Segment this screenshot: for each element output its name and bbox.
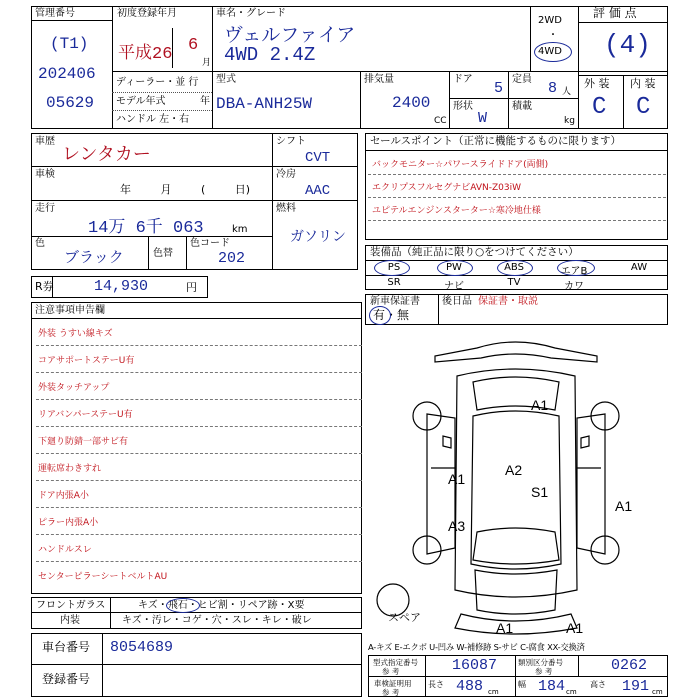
equip-aw: AW xyxy=(630,262,648,273)
front-glass-label: フロントガラス xyxy=(36,600,106,611)
displacement-value: 2400 xyxy=(392,94,431,112)
equip-airbag: エアB xyxy=(560,266,588,277)
fuel-value: ガソリン xyxy=(290,230,346,246)
equip-sr: SR xyxy=(387,277,401,288)
score-label: 評 価 点 xyxy=(593,6,637,20)
shape-value: W xyxy=(478,110,488,127)
sales-points-label: セールスポイント（正常に機能するものに限ります） xyxy=(370,135,622,147)
kanri-line-2: 202406 xyxy=(38,65,96,83)
interior-cond-label: 内装 xyxy=(60,615,80,626)
damage-mark-6: A3 xyxy=(448,518,466,534)
height-value: 191 xyxy=(622,678,650,695)
name-grade-label: 車名・グレード xyxy=(216,8,286,19)
handle-label: ハンドル 左・右 xyxy=(116,114,190,125)
mileage-value: 14万 6千 063 xyxy=(88,219,204,238)
class-ref: 参 考 xyxy=(535,667,553,676)
vehicle-cert-ref: 参 考 xyxy=(382,688,400,697)
history-value: レンタカー xyxy=(62,146,151,166)
drive-dot: ・ xyxy=(548,30,558,41)
load-label: 積載 xyxy=(512,101,532,112)
damage-mark-3: S1 xyxy=(531,484,549,500)
note-8: ピラー内張A小 xyxy=(38,518,99,528)
score-value: (4) xyxy=(604,30,651,60)
kanri-line-1: (T1) xyxy=(50,35,89,53)
notes-label: 注意事項申告欄 xyxy=(35,305,105,316)
chassis-value: 8054689 xyxy=(110,639,174,656)
drive-4wd: 4WD xyxy=(538,46,562,57)
damage-mark-2: A2 xyxy=(505,462,523,478)
drive-4wd-circle xyxy=(534,42,572,62)
damage-mark-5: A1 xyxy=(615,498,633,514)
note-5: 下廻り防錆一部サビ有 xyxy=(38,437,129,447)
length-unit: cm xyxy=(488,688,499,696)
type-cert-label: 型式指定番号 xyxy=(373,658,418,667)
car-grade: 4WD 2.4Z xyxy=(224,44,316,66)
damage-mark-7: A1 xyxy=(496,620,514,636)
note-2: コアサポートステーU有 xyxy=(38,356,135,366)
recycle-value: 14,930 xyxy=(94,278,149,295)
equip-tv: TV xyxy=(507,277,521,288)
doors-label: ドア xyxy=(453,74,473,85)
recycle-unit: 円 xyxy=(186,281,197,294)
length-label: 長さ xyxy=(428,680,444,689)
sales-point-3: ユピテルエンジンスターター☆寒冷地仕様 xyxy=(372,206,541,216)
color-code-value: 202 xyxy=(218,250,246,267)
equip-pw: PW xyxy=(446,262,462,273)
interior-value: C xyxy=(636,94,651,121)
equip-ps-circle xyxy=(374,260,410,276)
class-label: 類別区分番号 xyxy=(518,658,563,667)
equip-abs-circle xyxy=(497,260,533,276)
mileage-unit: km xyxy=(232,224,248,235)
equip-leather: カワ xyxy=(564,281,584,292)
note-9: ハンドルスレ xyxy=(38,545,92,555)
warranty-yes-circle xyxy=(369,306,391,325)
equip-ps: PS xyxy=(387,262,401,273)
vehicle-cert-label: 車検証明用 xyxy=(374,679,412,688)
note-4: リアバンパーステーU有 xyxy=(38,410,133,420)
first-reg-era: 平成26 xyxy=(118,45,173,64)
exterior-label: 外 装 xyxy=(584,77,610,90)
color-label: 色 xyxy=(35,238,45,249)
note-1: 外装 うすい線キズ xyxy=(38,329,113,339)
type-cert-ref: 参 考 xyxy=(382,667,400,676)
fuel-label: 燃料 xyxy=(276,203,296,214)
damage-mark-4: A1 xyxy=(448,471,466,487)
width-unit: cm xyxy=(566,688,577,696)
ac-value: AAC xyxy=(305,183,331,199)
car-name: ヴェルファイア xyxy=(224,25,356,47)
interior-label: 内 装 xyxy=(630,77,656,90)
equip-pw-circle xyxy=(437,260,473,276)
warranty-label: 新車保証書 xyxy=(370,296,420,307)
spare-label: スペア xyxy=(388,611,421,624)
note-10: センターピラーシートベルトAU xyxy=(38,572,168,582)
inspection-template: 年 月 ( 日) xyxy=(120,183,251,196)
type-cert-value: 16087 xyxy=(452,657,498,674)
capacity-unit: 人 xyxy=(562,87,572,97)
displacement-unit: CC xyxy=(434,116,447,126)
mileage-label: 走行 xyxy=(35,203,55,214)
car-damage-diagram xyxy=(365,328,668,638)
year-unit: 年 xyxy=(200,96,210,107)
type-label: 型式 xyxy=(216,74,236,85)
kanri-line-3: 05629 xyxy=(46,94,95,112)
sales-point-1: バックモニター☆パワースライドドア(両側) xyxy=(372,160,549,170)
note-3: 外装タッチアップ xyxy=(38,383,110,393)
warranty-value: 有・無 xyxy=(373,308,410,322)
width-label: 幅 xyxy=(518,680,526,689)
model-year-label: モデル年式 xyxy=(116,96,166,107)
class-value: 0262 xyxy=(611,657,648,674)
kanri-label: 管理番号 xyxy=(35,8,75,19)
damage-mark-8: A1 xyxy=(566,620,584,636)
displacement-label: 排気量 xyxy=(364,74,394,85)
equip-airbag-circle xyxy=(557,260,595,276)
first-reg-label: 初度登録年月 xyxy=(117,8,177,19)
color-code-label: 色コード xyxy=(190,238,230,249)
recycle-label: R券 xyxy=(35,280,54,293)
dealer-label: ディーラー・並 行 xyxy=(116,77,199,88)
capacity-value: 8 xyxy=(548,80,558,97)
equipment-label: 装備品（純正品に限り○をつけてください） xyxy=(370,246,579,258)
note-6: 運転席わきすれ xyxy=(38,464,102,474)
shift-value: CVT xyxy=(305,150,331,166)
repaint-label: 色替 xyxy=(153,248,173,259)
drive-2wd: 2WD xyxy=(538,15,562,26)
ac-label: 冷房 xyxy=(276,169,296,180)
height-label: 高さ xyxy=(590,680,606,689)
after-value: 保証書・取説 xyxy=(478,296,538,307)
damage-legend: A-キズ E-エクボ U-凹み W-補修跡 S-サビ C-腐食 XX-交換済 xyxy=(368,642,585,652)
front-glass-stone-circle xyxy=(166,598,200,613)
shift-label: シフト xyxy=(276,136,306,147)
color-value: ブラック xyxy=(64,250,124,267)
interior-cond-value: キズ・汚レ・コゲ・穴・スレ・キレ・破レ xyxy=(122,615,312,626)
after-label: 後日品 xyxy=(442,296,472,307)
front-glass-value: キズ・飛石・ヒビ割・リペア跡・X要 xyxy=(138,600,305,611)
note-7: ドア内張A小 xyxy=(38,491,89,501)
month-unit: 月 xyxy=(202,58,212,68)
type-value: DBA-ANH25W xyxy=(216,95,313,113)
sales-point-2: エクリプスフルセグナビAVN-Z03iW xyxy=(372,183,522,193)
capacity-label: 定員 xyxy=(512,74,532,85)
doors-value: 5 xyxy=(494,80,504,97)
chassis-label: 車台番号 xyxy=(42,640,91,654)
inspection-label: 車検 xyxy=(35,169,55,180)
load-unit: kg xyxy=(564,116,575,126)
equip-abs: ABS xyxy=(504,262,524,273)
history-label: 車歴 xyxy=(35,136,55,147)
width-value: 184 xyxy=(538,678,566,695)
reg-label: 登録番号 xyxy=(42,672,91,686)
shape-label: 形状 xyxy=(453,101,473,112)
exterior-value: C xyxy=(592,94,607,121)
height-unit: cm xyxy=(652,688,663,696)
first-reg-month: 6 xyxy=(188,36,199,55)
equip-navi: ナビ xyxy=(444,281,464,292)
length-value: 488 xyxy=(456,678,484,695)
damage-mark-1: A1 xyxy=(531,397,549,413)
